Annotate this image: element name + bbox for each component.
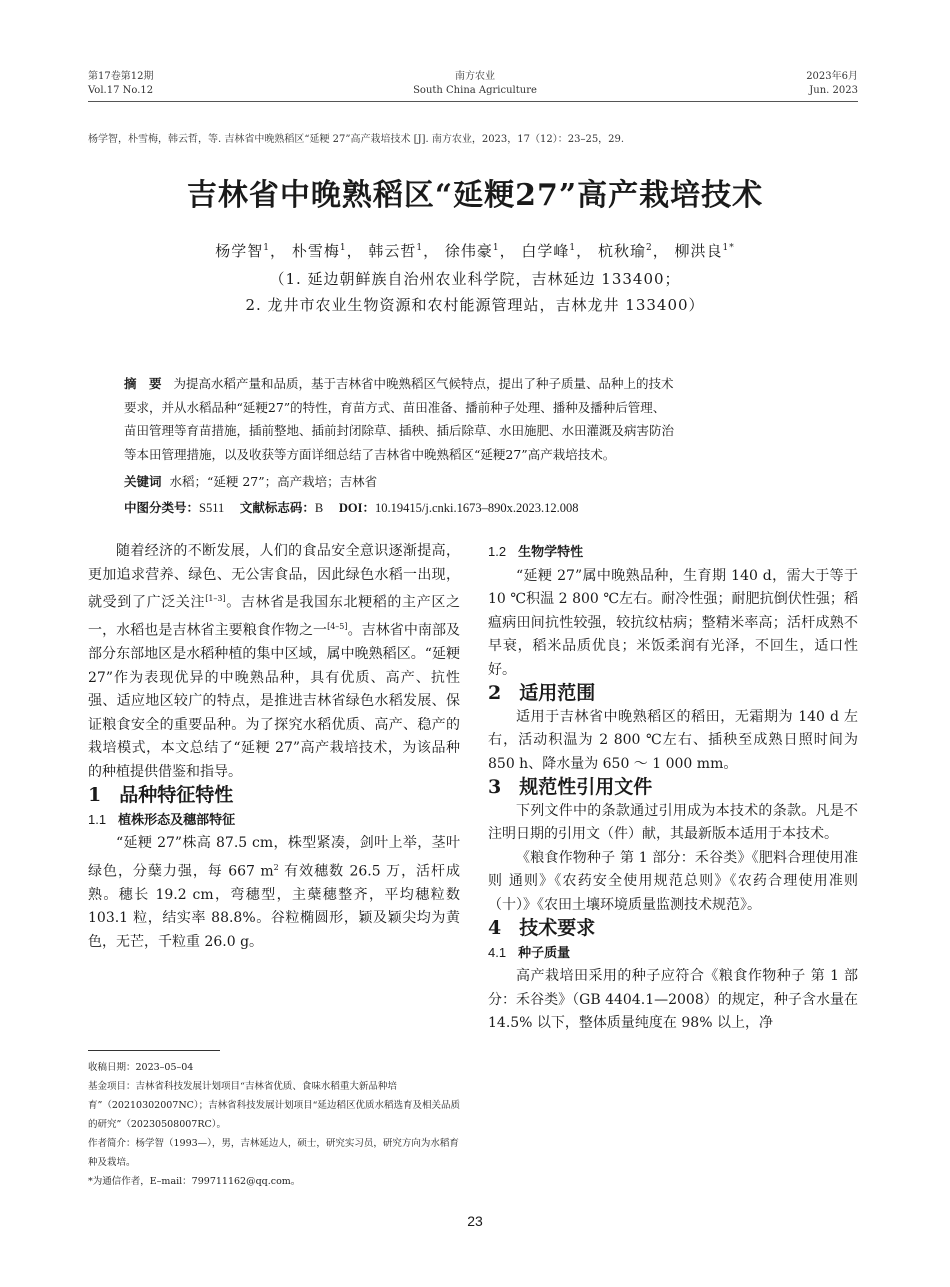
volume-issue-cn: 第17卷第12期 <box>88 71 154 82</box>
paragraph-3-b: 《粮食作物种子 第 1 部分：禾谷类》《肥料合理使用准则 通则》《农药安全使用规范总则》《农药合理使用准则（十）》《农田土壤环境质量监测技术规范》。 <box>488 849 858 913</box>
subsection-heading-1-2: 1.2 生物学特性 <box>488 544 584 560</box>
paragraph-3-a: 下列文件中的条款通过引用成为本技术的条款。凡是不注明日期的引用文（件）献，其最新版本适用于本技术。 <box>488 802 858 842</box>
subsection-heading-1-1: 1.1 植株形态及穗部特征 <box>88 811 236 828</box>
left-column <box>88 540 460 954</box>
doi-link[interactable]: 10.19415/j.cnki.1673–890x.2023.12.008 <box>375 501 579 515</box>
doi-label: DOI： <box>338 501 375 515</box>
author-affiliation-mark: 2 <box>645 243 653 253</box>
clc-code: S511 <box>199 501 225 515</box>
author-affiliation-mark: 1* <box>722 243 735 253</box>
page-number: 23 <box>467 1213 483 1229</box>
keywords-label: 关键词 <box>124 474 162 489</box>
volume-issue-en: Vol.17 No.12 <box>88 85 154 96</box>
author-affiliation-mark: 1 <box>416 243 424 253</box>
footnote-corresponding: *为通信作者，E–mail：799711162@qq.com。 <box>88 1176 301 1187</box>
reference-mark[interactable]: [1–3] <box>205 594 226 603</box>
affiliation-2: 2. 龙井市农业生物资源和农村能源管理站，吉林龙井 133400） <box>245 296 705 314</box>
subsection-heading-4-1: 4.1 种子质量 <box>488 944 571 961</box>
abstract-line: 苗田管理等育苗措施，插前整地、插前封闭除草、插秧、插后除草、水田施肥、水田灌溉及病害防治 <box>124 423 675 438</box>
doc-code: B <box>314 501 324 515</box>
author-affiliation-mark: 1 <box>263 243 271 253</box>
right-column <box>488 540 858 1036</box>
article-title: 吉林省中晚熟稻区“延粳27”高产栽培技术 <box>186 178 764 213</box>
affiliation-1: （1. 延边朝鲜族自治州农业科学院，吉林延边 133400； <box>269 270 681 288</box>
section-heading-2: 2 适用范围 <box>488 682 596 704</box>
keywords-text: 水稻；“延粳 27”；高产栽培；吉林省 <box>169 474 378 489</box>
issue-date-en: Jun. 2023 <box>809 85 858 96</box>
clc-label: 中图分类号： <box>124 501 200 515</box>
footnote-funding: 基金项目：吉林省科技发展计划项目“吉林省优质、食味水稻重大新品种培育”（20210302007NC）；吉林省科技发展计划项目“延边稻区优质水稻选育及相关品质的研究”（20230508007RC）。 <box>88 1081 461 1130</box>
issue-date-cn: 2023年6月 <box>806 71 858 82</box>
author-name: 白学峰 <box>521 242 570 260</box>
header-rule <box>88 101 858 102</box>
author-affiliation-mark: 1 <box>492 243 500 253</box>
intro-paragraph: 随着经济的不断发展，人们的食品安全意识逐渐提高，更加追求营养、绿色、无公害食品，因此绿色水稻一出现，就受到了广泛关注[1–3]。吉林省是我国东北粳稻的主产区之一，水稻也是吉林省主要粮食作物之一[4–5]。吉林省中南部及部分东部地区是水稻种植的集中区域，属中晚熟稻区。“延粳 27”作为表现优异的中晚熟品种，具有优质、高产、抗性强、适应地区较广的特点，是推进吉林省绿色水稻发展、保证粮食安全的重要品种。为了探究水稻优质、高产、稳产的栽培模式，本文总结了“延粳 27”高产栽培技术，为该品种的种植提供借鉴和指导。 <box>88 543 461 780</box>
footnote-rule <box>88 1050 220 1051</box>
abstract-line: 摘 要 为提高水稻产量和品质，基于吉林省中晚熟稻区气候特点，提出了种子质量、品种上的技术 <box>124 376 674 391</box>
paragraph-1-1: “延粳 27”株高 87.5 cm，株型紧凑，剑叶上举，茎叶绿色，分蘖力强，每 667 $m^2$ 有效穗数 26.5 万，活杆成熟。穗长 19.2 cm，弯穗型，主蘖穗整齐，平均穗粒数 103.1 粒，结实率 88.8%。谷粒椭圆形，颖及颖尖均为黄色，无芒，千粒重 26.0 g。 <box>88 835 460 950</box>
author-affiliation-mark: 1 <box>339 243 347 253</box>
journal-name-cn: 南方农业 <box>455 71 495 82</box>
footnote-author-bio: 作者简介：杨学智（1993—），男，吉林延边人，硕士，研究实习员，研究方向为水稻育种及栽培。 <box>88 1138 459 1168</box>
author-name: 杨学智 <box>215 242 264 260</box>
author-name: 徐伟豪 <box>444 242 493 260</box>
journal-name-en: South China Agriculture <box>413 85 537 96</box>
author-name: 杭秋瑜 <box>597 242 646 260</box>
author-name: 韩云哲 <box>368 242 417 260</box>
paragraph-4-1: 高产栽培田采用的种子应符合《粮食作物种子 第 1 部分：禾谷类》（GB 4404.1—2008）的规定，种子含水量在 14.5% 以下，整体质量纯度在 98% 以上，净 <box>488 968 858 1031</box>
section-heading-1: 1 品种特征特性 <box>88 784 234 807</box>
author-affiliation-mark: 1 <box>569 243 577 253</box>
abstract-label: 摘 要 <box>124 376 162 391</box>
author-name: 朴雪梅 <box>291 242 340 260</box>
footnote-received: 收稿日期：2023–05–04 <box>88 1062 194 1073</box>
abstract <box>124 372 829 466</box>
abstract-line: 要求，并从水稻品种“延粳27”的特性，育苗方式、苗田准备、播前种子处理、播种及播种后管理、 <box>124 399 666 415</box>
paragraph-1-2: “延粳 27”属中晚熟品种，生育期 140 d，需大于等于 10 ℃积温 2 800 ℃左右。耐冷性强；耐肥抗倒伏性强；稻瘟病田间抗性较强，较抗纹枯病；整精米率高；活杆成熟不早衰，稻米品质优良；米饭柔润有光泽，不回生，适口性好。 <box>488 567 858 678</box>
paragraph-2: 适用于吉林省中晚熟稻区的稻田，无霜期为 140 d 左右，活动积温为 2 800 ℃左右、插秧至成熟日照时间为 850 h、降水量为 650 ～ 1 000 mm。 <box>488 708 858 772</box>
section-heading-4: 4 技术要求 <box>488 917 596 939</box>
classification-line <box>124 498 578 516</box>
reference-mark[interactable]: [4–5] <box>327 622 348 632</box>
running-header-right <box>806 70 858 98</box>
citation-line: 杨学智，朴雪梅，韩云哲，等. 吉林省中晚熟稻区“延粳 27”高产栽培技术 [J]. 南方农业，2023，17（12）：23–25，29. <box>88 134 625 145</box>
doc-code-label: 文献标志码： <box>239 501 315 515</box>
abstract-line: 等本田管理措施，以及收获等方面详细总结了吉林省中晚熟稻区“延粳27”高产栽培技术。 <box>124 446 616 462</box>
author-name: 柳洪良 <box>674 242 723 260</box>
author-list: 杨学智$^1$， 朴雪梅$^1$， 韩云哲$^1$， 徐伟豪$^1$， 白学峰$^1$， 杭秋瑜$^2$， 柳洪良$^{1*}$ <box>215 242 735 260</box>
section-heading-3: 3 规范性引用文件 <box>488 776 653 798</box>
keywords <box>124 472 377 490</box>
footnotes <box>88 1058 463 1191</box>
